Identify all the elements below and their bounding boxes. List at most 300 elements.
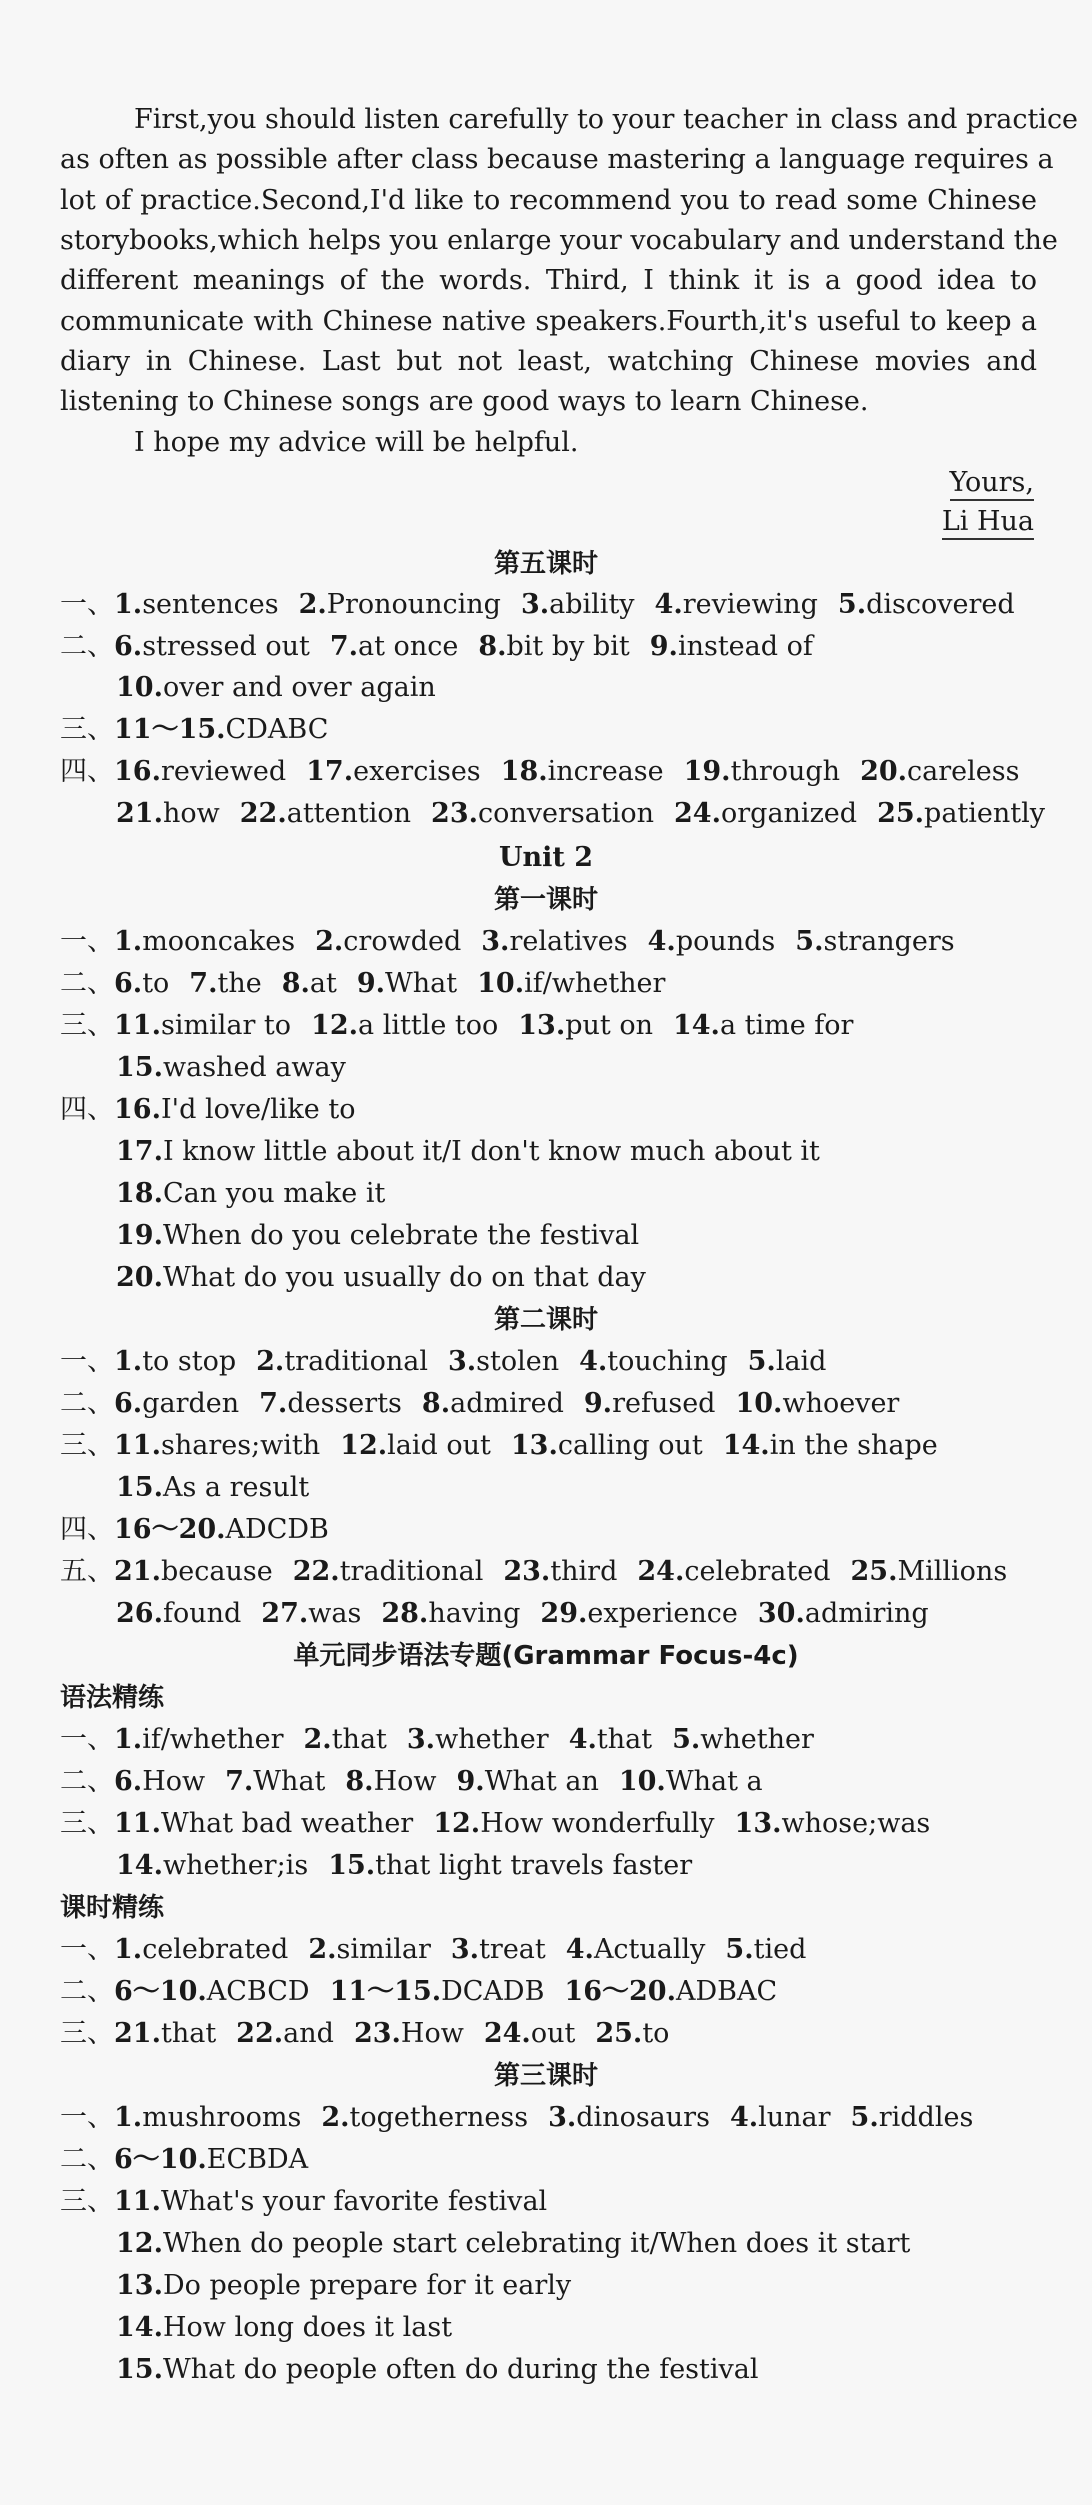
answer-item: [481, 922, 627, 962]
question-number: 23.: [431, 798, 479, 829]
answer-text: reviewing: [682, 589, 818, 620]
question-group-label: 一、: [60, 926, 114, 957]
answer-item: [116, 1174, 385, 1214]
question-number: 9.: [456, 1766, 485, 1797]
answer-item: [540, 1594, 737, 1634]
answer-text: out: [530, 2018, 576, 2049]
question-number: 7.: [225, 1766, 254, 1797]
question-group-label: 三、: [60, 2018, 114, 2049]
question-number: 12.: [340, 1430, 388, 1461]
answer-item: [345, 1762, 436, 1802]
answer-text: reviewed: [160, 756, 287, 787]
unit-title: Unit 2: [498, 842, 594, 873]
question-number: 19.: [116, 1220, 163, 1251]
answer-text: Actually: [593, 1934, 706, 1965]
question-number: 21.: [114, 1556, 161, 1587]
question-number: 6～10.: [114, 2144, 207, 2175]
question-number: 16.: [114, 1094, 161, 1125]
answer-item: [484, 2014, 575, 2054]
answer-item: [735, 1384, 899, 1424]
answer-text: What: [253, 1766, 326, 1797]
question-number: 17.: [116, 1136, 163, 1167]
section-title: 第三课时: [493, 2061, 598, 2091]
question-number: 15.: [328, 1850, 376, 1881]
answer-item: [114, 627, 310, 667]
question-number: 22.: [239, 798, 287, 829]
question-number: 29.: [540, 1598, 588, 1629]
answer-row: [60, 585, 1092, 625]
answer-text: desserts: [287, 1388, 402, 1419]
question-group-label: 三、: [60, 1010, 114, 1041]
question-number: 3.: [447, 1346, 477, 1377]
answer-row: [116, 794, 1092, 834]
answer-item: [114, 964, 169, 1004]
answer-text: treat: [479, 1934, 546, 1965]
answer-text: careless: [907, 756, 1020, 787]
answer-text: found: [162, 1598, 242, 1629]
answer-text: traditional: [284, 1346, 428, 1377]
answer-item: [477, 964, 665, 1004]
answer-text: attention: [286, 798, 412, 829]
question-number: 16～20.: [564, 1976, 676, 2007]
letter-closing-sentence: I hope my advice will be helpful.: [134, 427, 579, 458]
answer-row: [116, 2350, 1092, 2390]
answer-item: [748, 1342, 827, 1382]
answer-item: [503, 1552, 617, 1592]
answer-item: [650, 627, 813, 667]
answer-text: the: [217, 968, 262, 999]
answer-item: [240, 794, 411, 834]
answer-row: [116, 1048, 1092, 1088]
question-group-label: 二、: [60, 1766, 114, 1797]
question-number: 17.: [306, 756, 354, 787]
answer-item: [114, 2098, 301, 2138]
answer-item: [116, 2224, 910, 2264]
question-number: 21.: [114, 2018, 161, 2049]
letter-signature: Li Hua: [942, 502, 1034, 542]
question-number: 25.: [877, 798, 925, 829]
question-number: 28.: [381, 1598, 429, 1629]
answer-text: instead of: [677, 631, 813, 662]
question-number: 16.: [114, 756, 161, 787]
question-number: 6.: [114, 631, 143, 662]
answer-text: organized: [721, 798, 858, 829]
question-group-label: 三、: [60, 1430, 114, 1461]
question-number: 11.: [114, 1430, 161, 1461]
answer-item: [478, 627, 629, 667]
question-number: 30.: [757, 1598, 805, 1629]
answer-text: that light travels faster: [375, 1850, 693, 1881]
answer-row: [116, 668, 1092, 708]
answer-item: [518, 1006, 653, 1046]
question-number: 6～10.: [114, 1976, 207, 2007]
answer-item: [114, 1426, 320, 1466]
question-number: 20.: [860, 756, 908, 787]
answer-text: traditional: [339, 1556, 484, 1587]
answer-item: [114, 1804, 413, 1844]
letter-line: diary in Chinese. Last but not least, watching Chinese movies and: [60, 346, 1037, 377]
answer-row: [60, 1510, 1092, 1550]
answer-text: increase: [547, 756, 664, 787]
answer-item: [114, 1090, 355, 1130]
answer-text: whose;was: [781, 1808, 931, 1839]
answer-item: [259, 1384, 402, 1424]
answer-item: [114, 585, 279, 625]
answer-text: pounds: [675, 926, 776, 957]
answer-text: ability: [549, 589, 635, 620]
question-number: 23.: [353, 2018, 401, 2049]
question-number: 8.: [478, 631, 507, 662]
question-number: 14.: [116, 1850, 163, 1881]
answer-item: [114, 1972, 310, 2012]
answer-item: [838, 585, 1015, 625]
subsection-title: 课时精练: [60, 1893, 165, 1923]
answer-item: [116, 1258, 646, 1298]
question-number: 5.: [837, 589, 867, 620]
question-number: 13.: [734, 1808, 782, 1839]
answer-item: [114, 1384, 239, 1424]
answer-text: admired: [450, 1388, 564, 1419]
answer-item: [189, 964, 261, 1004]
answer-text: discovered: [866, 589, 1015, 620]
letter-line: communicate with Chinese native speakers.Fourth,it's useful to keep a: [60, 306, 1037, 337]
question-number: 11.: [114, 1010, 161, 1041]
question-number: 4.: [565, 1934, 594, 1965]
answer-item: [564, 1972, 777, 2012]
answer-row: [60, 1930, 1092, 1970]
answer-item: [501, 752, 664, 792]
answer-text: As a result: [162, 1472, 310, 1503]
question-number: 5.: [725, 1934, 754, 1965]
letter-line: as often as possible after class because mastering a language requires a: [60, 144, 1054, 175]
question-number: 1.: [114, 589, 143, 620]
answer-row: [60, 1720, 1092, 1760]
question-number: 12.: [311, 1010, 359, 1041]
answer-row: [60, 1972, 1092, 2012]
answer-text: at: [309, 968, 337, 999]
question-number: 4.: [647, 926, 676, 957]
answer-row: [60, 922, 1092, 962]
question-number: 15.: [116, 1052, 163, 1083]
question-group-label: 三、: [60, 714, 114, 745]
answer-text: stolen: [476, 1346, 560, 1377]
question-group-label: 一、: [60, 1724, 114, 1755]
answer-item: [114, 1552, 273, 1592]
question-number: 26.: [116, 1598, 163, 1629]
answer-item: [723, 1426, 938, 1466]
question-number: 10.: [116, 672, 163, 703]
answer-item: [114, 1006, 291, 1046]
question-group-label: 三、: [60, 1808, 114, 1839]
answer-item: [116, 2266, 571, 2306]
answer-text: refused: [612, 1388, 716, 1419]
letter-line: listening to Chinese songs are good ways to learn Chinese.: [60, 386, 869, 417]
question-number: 22.: [236, 2018, 284, 2049]
question-group-label: 一、: [60, 1934, 114, 1965]
question-number: 13.: [116, 2270, 163, 2301]
answer-item: [315, 922, 461, 962]
letter-line: storybooks,which helps you enlarge your vocabulary and understand the: [60, 225, 1058, 256]
answer-text: riddles: [878, 2102, 974, 2133]
answer-text: What an: [484, 1766, 599, 1797]
answer-item: [116, 2308, 452, 2348]
question-number: 2.: [298, 589, 327, 620]
question-number: 22.: [292, 1556, 340, 1587]
question-number: 4.: [568, 1724, 597, 1755]
question-group-label: 四、: [60, 756, 114, 787]
answer-item: [340, 1426, 491, 1466]
question-number: 25.: [850, 1556, 898, 1587]
question-number: 18.: [116, 1178, 163, 1209]
answer-text: similar to: [160, 1010, 292, 1041]
answer-item: [448, 1342, 559, 1382]
section-title: 第五课时: [493, 549, 598, 579]
answer-item: [619, 1762, 763, 1802]
answer-text: dinosaurs: [576, 2102, 710, 2133]
section-title: 第二课时: [493, 1305, 598, 1335]
question-group-label: 一、: [60, 1346, 114, 1377]
answer-row: [60, 1006, 1092, 1046]
question-number: 24.: [674, 798, 721, 829]
answer-text: whether: [435, 1724, 549, 1755]
question-number: 13.: [510, 1430, 558, 1461]
answer-text: that: [596, 1724, 653, 1755]
answer-item: [672, 1720, 814, 1760]
answer-item: [116, 1846, 308, 1886]
answer-text: laid out: [387, 1430, 491, 1461]
answer-item: [422, 1384, 564, 1424]
question-number: 7.: [189, 968, 218, 999]
answer-text: whether: [700, 1724, 814, 1755]
answer-text: ADBAC: [675, 1976, 778, 2007]
question-number: 5.: [850, 2102, 879, 2133]
answer-text: in the shape: [769, 1430, 938, 1461]
answer-row: [60, 1804, 1092, 1844]
answer-item: [735, 1804, 931, 1844]
answer-item: [851, 1552, 1008, 1592]
answer-text: What do people often do during the festival: [162, 2354, 759, 2385]
answer-text: bit by bit: [506, 631, 630, 662]
answer-text: Millions: [897, 1556, 1008, 1587]
question-number: 3.: [450, 1934, 480, 1965]
answer-row: [60, 752, 1092, 792]
answer-text: laid: [775, 1346, 827, 1377]
answer-item: [114, 1720, 284, 1760]
answer-row: [60, 1090, 1092, 1130]
answer-item: [655, 585, 818, 625]
question-group-label: 二、: [60, 1388, 114, 1419]
answer-item: [725, 1930, 806, 1970]
question-number: 2.: [256, 1346, 285, 1377]
answer-text: mooncakes: [142, 926, 296, 957]
question-number: 1.: [114, 926, 143, 957]
answer-row: [116, 1174, 1092, 1214]
question-group-label: 二、: [60, 2144, 114, 2175]
answer-item: [354, 2014, 464, 2054]
answer-text: How long does it last: [162, 2312, 453, 2343]
question-number: 6.: [114, 1388, 143, 1419]
answer-item: [225, 1762, 325, 1802]
answer-item: [308, 1930, 431, 1970]
answer-text: ECBDA: [206, 2144, 309, 2175]
letter-line: different meanings of the words. Third, I think it is a good idea to: [60, 265, 1037, 296]
answer-text: because: [160, 1556, 273, 1587]
question-group-label: 一、: [60, 2102, 114, 2133]
question-number: 7.: [259, 1388, 288, 1419]
question-number: 9.: [649, 631, 678, 662]
answer-text: How wonderfully: [480, 1808, 715, 1839]
answer-text: sentences: [142, 589, 279, 620]
answer-text: similar: [336, 1934, 431, 1965]
answer-text: celebrated: [142, 1934, 289, 1965]
answer-text: tied: [753, 1934, 807, 1965]
answer-item: [684, 752, 840, 792]
answer-item: [330, 1972, 545, 2012]
answer-item: [114, 2014, 216, 2054]
answer-text: exercises: [353, 756, 481, 787]
answer-text: that: [160, 2018, 217, 2049]
answer-row: [60, 2182, 1092, 2222]
answer-item: [569, 1720, 652, 1760]
answer-text: that: [331, 1724, 387, 1755]
answer-text: how: [162, 798, 220, 829]
question-number: 4.: [579, 1346, 608, 1377]
question-number: 1.: [114, 1346, 143, 1377]
answer-item: [299, 585, 501, 625]
question-number: 14.: [116, 2312, 163, 2343]
answer-text: What bad weather: [160, 1808, 414, 1839]
question-number: 18.: [500, 756, 548, 787]
answer-item: [648, 922, 776, 962]
answer-text: if/whether: [142, 1724, 284, 1755]
question-number: 20.: [116, 1262, 163, 1293]
answer-text: patiently: [924, 798, 1046, 829]
question-number: 5.: [747, 1346, 776, 1377]
question-number: 25.: [595, 2018, 643, 2049]
answer-item: [457, 1762, 599, 1802]
question-number: 1.: [114, 1724, 143, 1755]
answer-item: [330, 627, 458, 667]
question-number: 4.: [729, 2102, 759, 2133]
question-number: 7.: [329, 631, 359, 662]
answer-text: mushrooms: [142, 2102, 302, 2133]
question-number: 6.: [114, 968, 143, 999]
question-number: 1.: [114, 1934, 143, 1965]
question-number: 10.: [735, 1388, 783, 1419]
question-number: 16～20.: [114, 1514, 226, 1545]
question-group-label: 二、: [60, 968, 114, 999]
answer-item: [282, 964, 337, 1004]
answer-item: [851, 2098, 974, 2138]
answer-item: [236, 2014, 334, 2054]
answer-item: [451, 1930, 546, 1970]
answer-text: calling out: [557, 1430, 703, 1461]
answer-item: [877, 794, 1045, 834]
answer-text: Do people prepare for it early: [162, 2270, 572, 2301]
letter-line: lot of practice.Second,I'd like to recommend you to read some Chinese: [60, 185, 1037, 216]
answer-row: [116, 1132, 1092, 1172]
question-number: 27.: [261, 1598, 309, 1629]
answer-text: whoever: [782, 1388, 900, 1419]
answer-text: was: [308, 1598, 362, 1629]
answer-item: [116, 794, 220, 834]
answer-item: [114, 1762, 205, 1802]
answer-item: [114, 2182, 547, 2222]
question-group-label: 二、: [60, 631, 114, 662]
question-number: 12.: [116, 2228, 163, 2259]
question-number: 3.: [406, 1724, 436, 1755]
answer-row: [60, 627, 1092, 667]
answer-text: garden: [142, 1388, 240, 1419]
answer-item: [381, 1594, 520, 1634]
answer-item: [758, 1594, 929, 1634]
answer-item: [407, 1720, 549, 1760]
answer-item: [114, 922, 295, 962]
answer-item: [116, 1132, 820, 1172]
question-number: 3.: [520, 589, 550, 620]
question-number: 24.: [637, 1556, 685, 1587]
answer-item: [304, 1720, 387, 1760]
answer-text: CDABC: [225, 714, 329, 745]
answer-item: [730, 2098, 831, 2138]
question-number: 10.: [618, 1766, 666, 1797]
answer-item: [116, 1594, 241, 1634]
section-title: 单元同步语法专题(Grammar Focus-4c): [293, 1641, 799, 1671]
answer-item: [431, 794, 654, 834]
answer-item: [114, 752, 286, 792]
answer-text: ADCDB: [225, 1514, 329, 1545]
answer-text: if/whether: [524, 968, 666, 999]
question-number: 4.: [654, 589, 683, 620]
answer-text: touching: [607, 1346, 728, 1377]
question-number: 1.: [114, 2102, 143, 2133]
answer-item: [584, 1384, 716, 1424]
answer-item: [114, 1510, 329, 1550]
answer-text: crowded: [343, 926, 462, 957]
question-number: 19.: [683, 756, 731, 787]
question-number: 15.: [116, 2354, 163, 2385]
answer-text: How: [142, 1766, 206, 1797]
answer-row: [60, 1384, 1092, 1424]
question-number: 2.: [321, 2102, 350, 2133]
answer-row: [116, 2308, 1092, 2348]
answer-row: [60, 2014, 1092, 2054]
question-number: 2.: [308, 1934, 337, 1965]
answer-item: [357, 964, 457, 1004]
answer-row: [60, 964, 1092, 1004]
answer-text: third: [550, 1556, 618, 1587]
answer-text: strangers: [823, 926, 955, 957]
question-number: 21.: [116, 798, 163, 829]
answer-item: [511, 1426, 703, 1466]
question-number: 2.: [315, 926, 344, 957]
answer-item: [256, 1342, 428, 1382]
answer-text: having: [428, 1598, 521, 1629]
question-group-label: 三、: [60, 2186, 114, 2217]
question-number: 5.: [672, 1724, 701, 1755]
question-number: 14.: [722, 1430, 770, 1461]
answer-text: What a: [665, 1766, 763, 1797]
question-number: 11～15.: [114, 714, 226, 745]
answer-text: I'd love/like to: [160, 1094, 356, 1125]
answer-text: Pronouncing: [326, 589, 501, 620]
answer-item: [114, 1930, 288, 1970]
answer-row: [116, 1216, 1092, 1256]
answer-text: stressed out: [142, 631, 310, 662]
answer-text: admiring: [804, 1598, 929, 1629]
answer-item: [116, 1216, 639, 1256]
answer-text: put on: [565, 1010, 653, 1041]
